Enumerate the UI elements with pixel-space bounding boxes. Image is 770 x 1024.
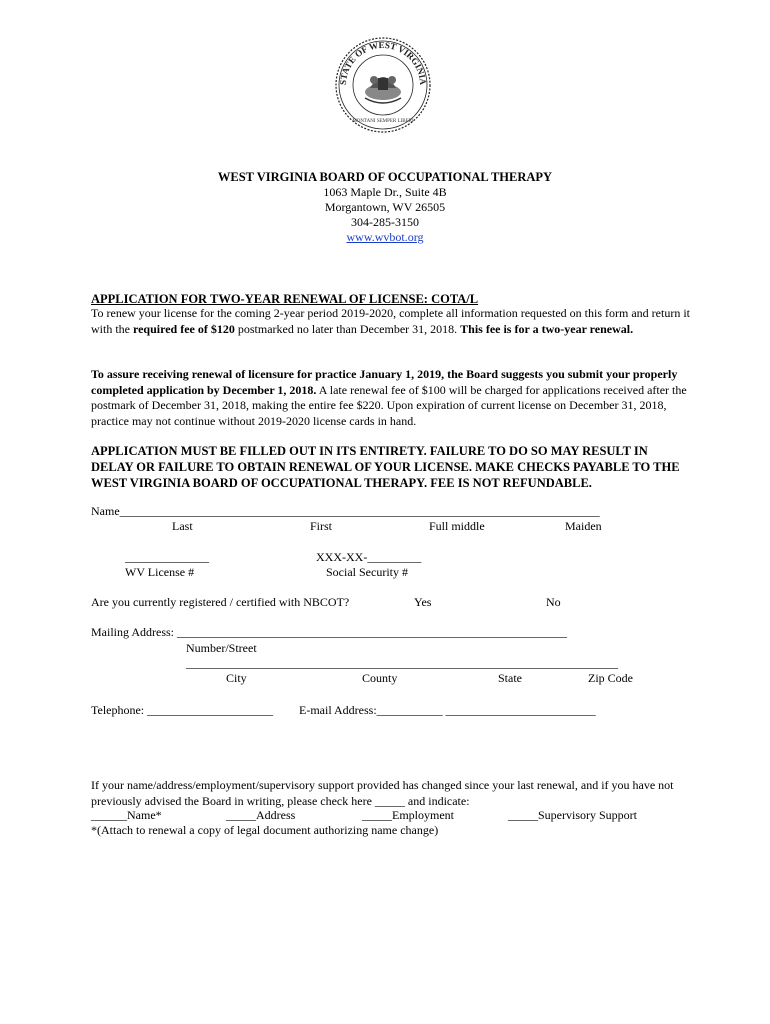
org-address-line2: Morgantown, WV 26505 bbox=[324, 200, 446, 214]
org-website-link[interactable]: www.wvbot.org bbox=[346, 230, 424, 244]
changes-instructions: If your name/address/employment/supervisory support provided has changed since your last renewal, and if you have not previously advised the Board in writing, please check here _____ and indicate: bbox=[91, 778, 674, 808]
late-fee-text: A late renewal fee of $100 will be charged for applications received after the postmark of December 31, 2018, making the entire fee $220. Upon expiration of current license on December 31, 2018, practice may not continue without 2019-2020 license cards in hand. bbox=[91, 382, 687, 428]
org-address-line1: 1063 Maple Dr., Suite 4B bbox=[323, 185, 447, 199]
name-field[interactable]: Name________________________________________________________________________________ bbox=[91, 504, 600, 518]
name-middle-label: Full middle bbox=[429, 519, 485, 533]
org-website-container bbox=[0, 230, 770, 245]
deadline-paragraph bbox=[91, 367, 691, 429]
change-employment-option[interactable]: _____Employment bbox=[362, 808, 454, 822]
street-label: Number/Street bbox=[186, 641, 257, 655]
zip-label: Zip Code bbox=[588, 671, 633, 685]
state-label: State bbox=[498, 671, 522, 685]
telephone-field[interactable]: Telephone: _____________________ bbox=[91, 703, 274, 717]
mailing-address-field[interactable]: Mailing Address: _________________________________________________________________ bbox=[91, 625, 567, 639]
name-last-label: Last bbox=[172, 519, 193, 533]
two-year-fee-text: This fee is for a two-year renewal. bbox=[460, 321, 634, 336]
required-fee-text: required fee of $120 bbox=[133, 321, 235, 336]
postmark-text: postmarked no later than December 31, 2018. bbox=[234, 321, 461, 336]
svg-text:STATE OF WEST VIRGINIA: STATE OF WEST VIRGINIA bbox=[337, 39, 429, 86]
wv-license-field[interactable]: ______________ bbox=[125, 550, 209, 564]
change-address-option[interactable]: _____Address bbox=[226, 808, 296, 822]
intro-paragraph bbox=[91, 306, 691, 337]
nbcot-no-option[interactable]: No bbox=[546, 595, 561, 609]
nbcot-question: Are you currently registered / certified with NBCOT? bbox=[91, 595, 350, 609]
city-label: City bbox=[226, 671, 247, 685]
email-field[interactable]: E-mail Address:___________ _________________________ bbox=[299, 703, 596, 717]
intro-text: To renew your license for the coming 2-year period 2019-2020, complete all information requested on this form and return it with the bbox=[91, 306, 690, 336]
deadline-bold-text: To assure receiving renewal of licensure for practice January 1, 2019, the Board suggests you submit your properly completed application by December 1, 2018. bbox=[91, 367, 678, 397]
ssn-label: Social Security # bbox=[326, 565, 408, 579]
org-phone: 304-285-3150 bbox=[351, 215, 419, 229]
name-first-label: First bbox=[310, 519, 333, 533]
wv-license-label: WV License # bbox=[125, 565, 195, 579]
name-maiden-label: Maiden bbox=[565, 519, 602, 533]
change-supervisory-option[interactable]: _____Supervisory Support bbox=[508, 808, 637, 822]
change-name-option[interactable]: ______Name* bbox=[91, 808, 162, 822]
county-label: County bbox=[362, 671, 398, 685]
ssn-field[interactable]: XXX-XX-_________ bbox=[316, 550, 422, 564]
org-name: WEST VIRGINIA BOARD OF OCCUPATIONAL THERAPY bbox=[217, 170, 553, 184]
city-state-zip-field[interactable]: ________________________________________________________________________ bbox=[186, 656, 618, 670]
nbcot-yes-option[interactable]: Yes bbox=[414, 595, 432, 609]
state-seal-logo bbox=[330, 36, 436, 134]
form-title: APPLICATION FOR TWO-YEAR RENEWAL OF LICENSE: COTA/L bbox=[91, 292, 479, 306]
name-change-footnote: *(Attach to renewal a copy of legal document authorizing name change) bbox=[91, 823, 439, 837]
svg-text:MONTANI SEMPER LIBERI: MONTANI SEMPER LIBERI bbox=[352, 119, 414, 124]
warning-paragraph: APPLICATION MUST BE FILLED OUT IN ITS ENTIRETY. FAILURE TO DO SO MAY RESULT IN DELAY OR FAILURE TO OBTAIN RENEWAL OF YOUR LICENSE. MAKE CHECKS PAYABLE TO THE WEST VIRGINIA BOARD OF OCCUPATIONAL THERAPY. FEE IS NOT REFUNDABLE. bbox=[91, 444, 680, 490]
